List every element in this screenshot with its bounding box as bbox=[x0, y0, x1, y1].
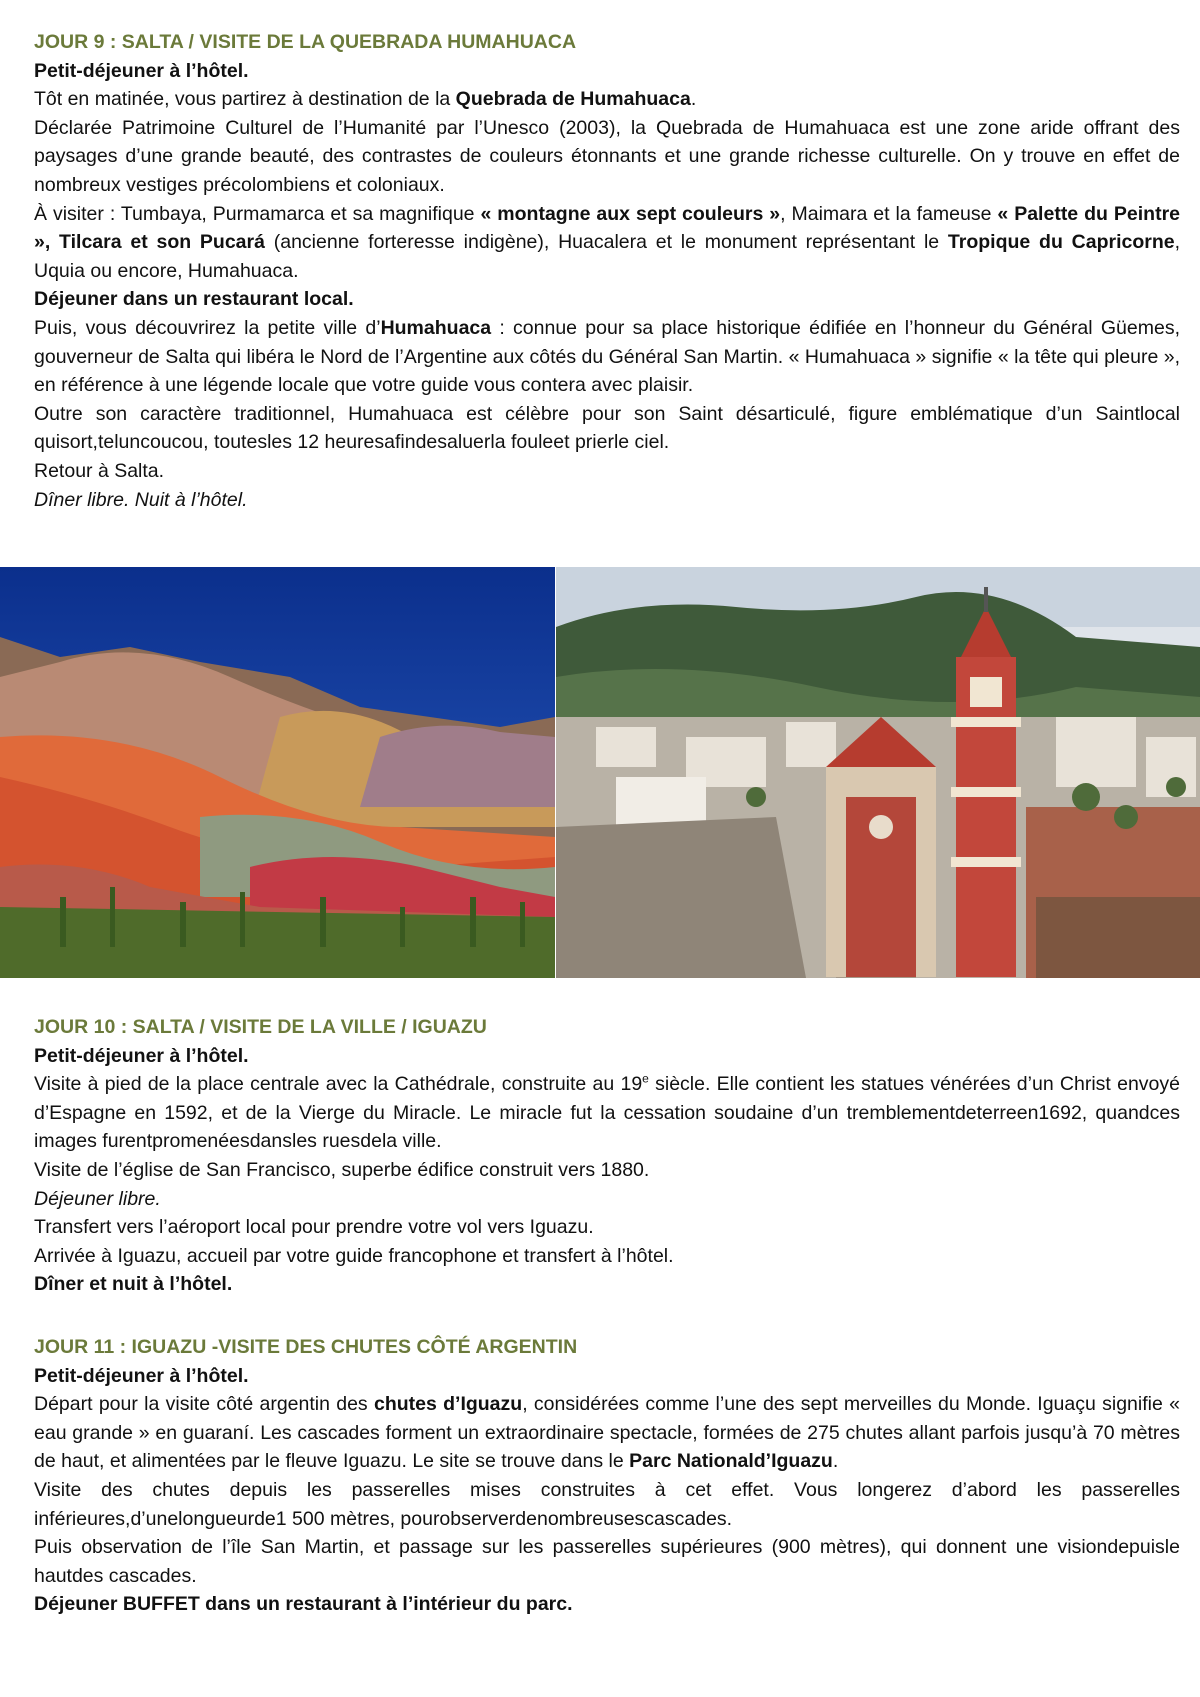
day11-section bbox=[34, 1333, 1180, 1619]
day9-huma-c: : connue pour sa place historique édifiée en l’honneur du Général Güemes, gouverneur de Salta qui libéra le Nord de l’Argentine aux côtés du Général San Martin. « Humahuaca » signifie « la tête qui pleure », en référence à une légende locale que votre guide vous contera avec plaisir. bbox=[34, 316, 1180, 397]
day9-intro-end: . bbox=[690, 88, 697, 111]
day9-visit-f: Tropique du Capricorne bbox=[947, 231, 1175, 254]
day11-heading: JOUR 11 : IGUAZU -VISITE DES CHUTES CÔTÉ ARGENTIN bbox=[34, 1336, 578, 1358]
day9-return: Retour à Salta. bbox=[34, 459, 165, 482]
salta-church-aerial-photo bbox=[556, 567, 1200, 978]
day9-visit-g: , Uquia ou encore, Humahuaca. bbox=[34, 231, 1181, 282]
day9-visit-b: « montagne aux sept couleurs » bbox=[480, 202, 781, 225]
day10-breakfast: Petit-déjeuner à l’hôtel. bbox=[34, 1044, 249, 1067]
day11-falls-b: chutes d’Iguazu bbox=[373, 1393, 523, 1416]
day9-lunch: Déjeuner dans un restaurant local. bbox=[34, 288, 354, 311]
day9-visit-a: À visiter : Tumbaya, Purmamarca et sa magnifique bbox=[34, 202, 481, 225]
day9-breakfast: Petit-déjeuner à l’hôtel. bbox=[34, 59, 249, 82]
day9-huma-b: Humahuaca bbox=[380, 316, 492, 339]
day10-transfer: Transfert vers l’aéroport local pour prendre votre vol vers Iguazu. bbox=[34, 1216, 594, 1239]
day9-visit-e: (ancienne forteresse indigène), Huacalera et le monument représentant le bbox=[264, 231, 948, 254]
day9-visit-c: , Maimara et la fameuse bbox=[780, 202, 998, 225]
day10-superscript: e bbox=[642, 1071, 649, 1086]
day11-walkways-paragraph: Visite des chutes depuis les passerelles mises construites à cet effet. Vous longerez d’abord les passerelles inférieures,d’unelongueurde1 500 mètres, pourobserverdenombreusescascades. bbox=[34, 1478, 1180, 1530]
day11-falls-e: . bbox=[832, 1450, 839, 1473]
day10-san-francisco: Visite de l’église de San Francisco, superbe édifice construit vers 1880. bbox=[34, 1158, 650, 1181]
day11-falls-a: Départ pour la visite côté argentin des bbox=[34, 1393, 374, 1416]
day9-unesco-paragraph: Déclarée Patrimoine Culturel de l’Humanité par l’Unesco (2003), la Quebrada de Humahuaca est une zone aride offrant des paysages d’une grande beauté, des contrastes de couleurs étonnants et une grande richesse culturelle. On y trouve en effet de nombreux vestiges précolombiens et coloniaux. bbox=[34, 116, 1180, 196]
day9-huma-a: Puis, vous découvrirez la petite ville d’ bbox=[34, 316, 381, 339]
day9-intro-text: Tôt en matinée, vous partirez à destination de la bbox=[34, 88, 456, 111]
day9-dinner: Dîner libre. Nuit à l’hôtel. bbox=[34, 488, 248, 511]
day11-island-paragraph: Puis observation de l’île San Martin, et passage sur les passerelles supérieures (900 mètres), qui donnent une visiondepuisle hautdes cascades. bbox=[34, 1536, 1180, 1587]
day11-breakfast: Petit-déjeuner à l’hôtel. bbox=[34, 1364, 249, 1387]
day10-cathedral-paragraph bbox=[34, 1070, 1180, 1156]
day9-intro bbox=[34, 85, 1180, 114]
day9-humahuaca-paragraph bbox=[34, 314, 1180, 400]
day9-intro-bold: Quebrada de Humahuaca bbox=[455, 88, 691, 111]
day11-falls-c: , considérées comme l’une des sept merveilles du Monde. Iguaçu signifie « eau grande » en guaraní. Les cascades forment un extraordinaire spectacle, formées de 275 chutes allant parfois jusqu’à 70 mètres de haut, et alimentées par le fleuve Iguazu. Le site se trouve dans le bbox=[34, 1393, 1180, 1473]
day10-arrival: Arrivée à Iguazu, accueil par votre guide francophone et transfert à l’hôtel. bbox=[34, 1244, 674, 1267]
day9-saint-paragraph: Outre son caractère traditionnel, Humahuaca est célèbre pour son Saint désarticulé, figure emblématique d’un Saintlocal quisort,teluncoucou, toutesles 12 heuresafindesaluerla fouleet prierle ciel. bbox=[34, 402, 1180, 454]
day10-heading: JOUR 10 : SALTA / VISITE DE LA VILLE / IGUAZU bbox=[34, 1016, 487, 1038]
day9-section bbox=[34, 28, 1180, 514]
day10-cathedral-a: Visite à pied de la place centrale avec la Cathédrale, construite au 19 bbox=[34, 1073, 643, 1096]
day9-visit-paragraph bbox=[34, 200, 1180, 286]
day10-dinner: Dîner et nuit à l’hôtel. bbox=[34, 1273, 233, 1296]
day9-visit-d: « Palette du Peintre », Tilcara et son Pucará bbox=[34, 202, 1180, 254]
photo-strip bbox=[0, 567, 1200, 978]
day10-section bbox=[34, 1013, 1180, 1299]
day10-lunch: Déjeuner libre. bbox=[34, 1187, 161, 1210]
day10-cathedral-b: siècle. Elle contient les statues vénérées d’un Christ envoyé d’Espagne en 1592, et de la Vierge du Miracle. Le miracle fut la cessation soudaine d’un tremblementdeterreen1692, quandces images furentpromenéesdansles ruesdela ville. bbox=[34, 1073, 1180, 1153]
day11-falls-d: Parc Nationald’Iguazu bbox=[629, 1450, 833, 1473]
colorful-mountains-photo bbox=[0, 567, 555, 978]
day9-heading: JOUR 9 : SALTA / VISITE DE LA QUEBRADA HUMAHUACA bbox=[34, 31, 577, 53]
day11-lunch: Déjeuner BUFFET dans un restaurant à l’intérieur du parc. bbox=[34, 1593, 573, 1616]
day11-falls-paragraph bbox=[34, 1390, 1180, 1476]
